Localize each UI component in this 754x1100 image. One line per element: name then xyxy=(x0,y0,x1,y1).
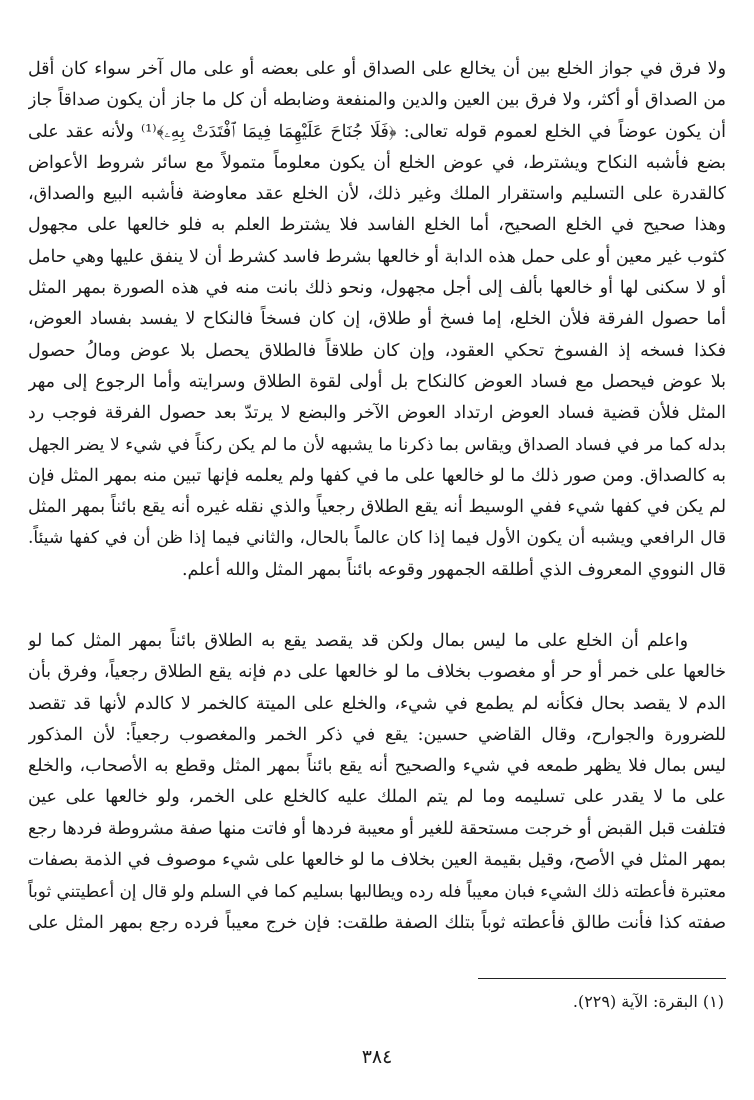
text-line: أما حصول الفرقة فلأن الخلع، إما فسخ أو طلاق، إن كان فسخاً فالنكاح لا يفسد بفساد العوض، xyxy=(28,309,726,330)
text-line: خالعها على خمر أو حر أو مغصوب بخلاف ما لو خالعها على دم فإنه يقع الطلاق رجعياً، وفرق بأن xyxy=(28,662,726,683)
text-line: الدم لا يقصد بحال فكأنه لم يطمع في شيء، والخلع على الميتة كالخمر لا كالدم لأنها قد تقصد xyxy=(28,693,726,714)
text-line: على ما لا يقدر على تسليمه وما لم يتم الملك عليه كالخلع على الخمر، ولو خالعها على عين xyxy=(28,787,726,808)
text-line: بضع فأشبه النكاح ويشترط، في عوض الخلع أن يكون معلوماً متمولاً مع سائر شروط الأعواض xyxy=(28,152,726,173)
text-line: المثل فلأن قضية فساد العوض ارتداد العوض الآخر والبضع لا يرتدّ بعد حصول الفرقة فوجب رد xyxy=(28,403,726,424)
text-line: أن يكون عوضاً في الخلع لعموم قوله تعالى: ﴿فَلَا جُنَاحَ عَلَيْهِمَا فِيمَا ٱفْتَدَتْ بِهِۦ﴾⁽¹⁾ ولأنه عقد على xyxy=(28,121,726,142)
footnote: (١) البقرة: الآية (٢٢٩). xyxy=(572,992,724,1011)
page-number: ٣٨٤ xyxy=(361,1046,393,1068)
text-line: به كالصداق. ومن صور ذلك ما لو خالعها على ما في كفها ولم يعلمه فإنها تبين منه بمهر المثل فإن xyxy=(28,465,726,486)
paragraph-1 xyxy=(28,54,726,586)
footnote-divider xyxy=(478,978,726,979)
text-line: فتلفت قبل القبض أو خرجت مستحقة للغير أو معيبة فردها أو فاتت منها صفة مشروطة فردها رجع xyxy=(28,818,726,839)
text-line: كثوب غير معين أو على حمل هذه الدابة أو خالعها بشرط فاسد كشرط أن لا ينفق عليها وهي حامل xyxy=(28,246,726,267)
text-line: بلا عوض فيحصل مع فساد العوض كالنكاح بل أولى لقوة الطلاق وسرايته وأما الرجوع إلى مهر xyxy=(28,371,726,392)
text-line: من الصداق أو أكثر، ولا فرق بين العين والدين والمنفعة وضابطه أن كل ما جاز أن يكون صداقاً جاز xyxy=(28,90,726,111)
text-line: قال النووي المعروف الذي أطلقه الجمهور وقوعه بائناً بمهر المثل والله أعلم. xyxy=(182,559,726,580)
text-line: ليس بمال فلا يظهر طمعه في شيء والصحيح أنه يقع بائناً بمهر المثل وقطع به الأصحاب، والخلع xyxy=(28,756,726,777)
text-line: بدله كما مر في فساد الصداق ويقاس بما ذكرنا ما يشبهه لأن ما لم يكن ركناً في شيء لا يضر الجهل xyxy=(28,434,726,455)
text-line: فكذا فسخه إذ الفسوخ تحكي العقود، وإن كان طلاقاً فالطلاق يحصل بلا عوض ومالُ حصول xyxy=(28,340,726,361)
text-line: معتبرة فأعطته ذلك الشيء فبان معيباً فله رده ويطالبها بسليم كما في السلم ولو قال إن أعطيتني ثوباً xyxy=(28,881,726,902)
text-line: صفته كذا فأنت طالق فأعطته ثوباً بتلك الصفة طلقت: فإن خرج معيباً فرده رجع بمهر المثل على xyxy=(28,912,726,933)
text-line: بمهر المثل في الأصح، وقيل بقيمة العين بخلاف ما لو خالعها على شيء موصوف في الذمة بصفات xyxy=(28,850,726,871)
paragraph-2 xyxy=(28,626,726,939)
text-line: للضرورة والجوارح، وقال القاضي حسين: يقع في ذكر الخمر والمغصوب رجعياً: لأن المذكور xyxy=(28,724,726,745)
text-line: قال الرافعي ويشبه أن يكون الأول فيما إذا كان عالماً بالحال، والثاني فيما إذا ظن أن في كفها شيئاً. xyxy=(28,528,726,549)
text-line: وهذا صحيح في الخلع الصحيح، أما الخلع الفاسد فلا يشترط العلم به فلو خالعها على مجهول xyxy=(28,215,726,236)
text-line: ولا فرق في جواز الخلع بين أن يخالع على الصداق أو على بعضه أو على مال آخر سواء كان أقل xyxy=(28,59,726,79)
text-line: واعلم أن الخلع على ما ليس بمال ولكن قد يقصد يقع به الطلاق بائناً بمهر المثل كما لو xyxy=(28,631,688,651)
text-line: أو لا سكنى لها أو خالعها بألف إلى أجل مجهول، ونحو ذلك بانت منه في هذه الصورة بمهر المثل xyxy=(28,278,726,299)
text-line: كالقدرة على التسليم واستقرار الملك وغير ذلك، لأن الخلع عقد معاوضة فأشبه البيع والصداق، xyxy=(28,184,726,205)
text-line: لم يكن في كفها شيء ففي الوسيط أنه يقع الطلاق رجعياً والذي نقله غيره أنه يقع بائناً بمهر المثل xyxy=(28,497,726,518)
